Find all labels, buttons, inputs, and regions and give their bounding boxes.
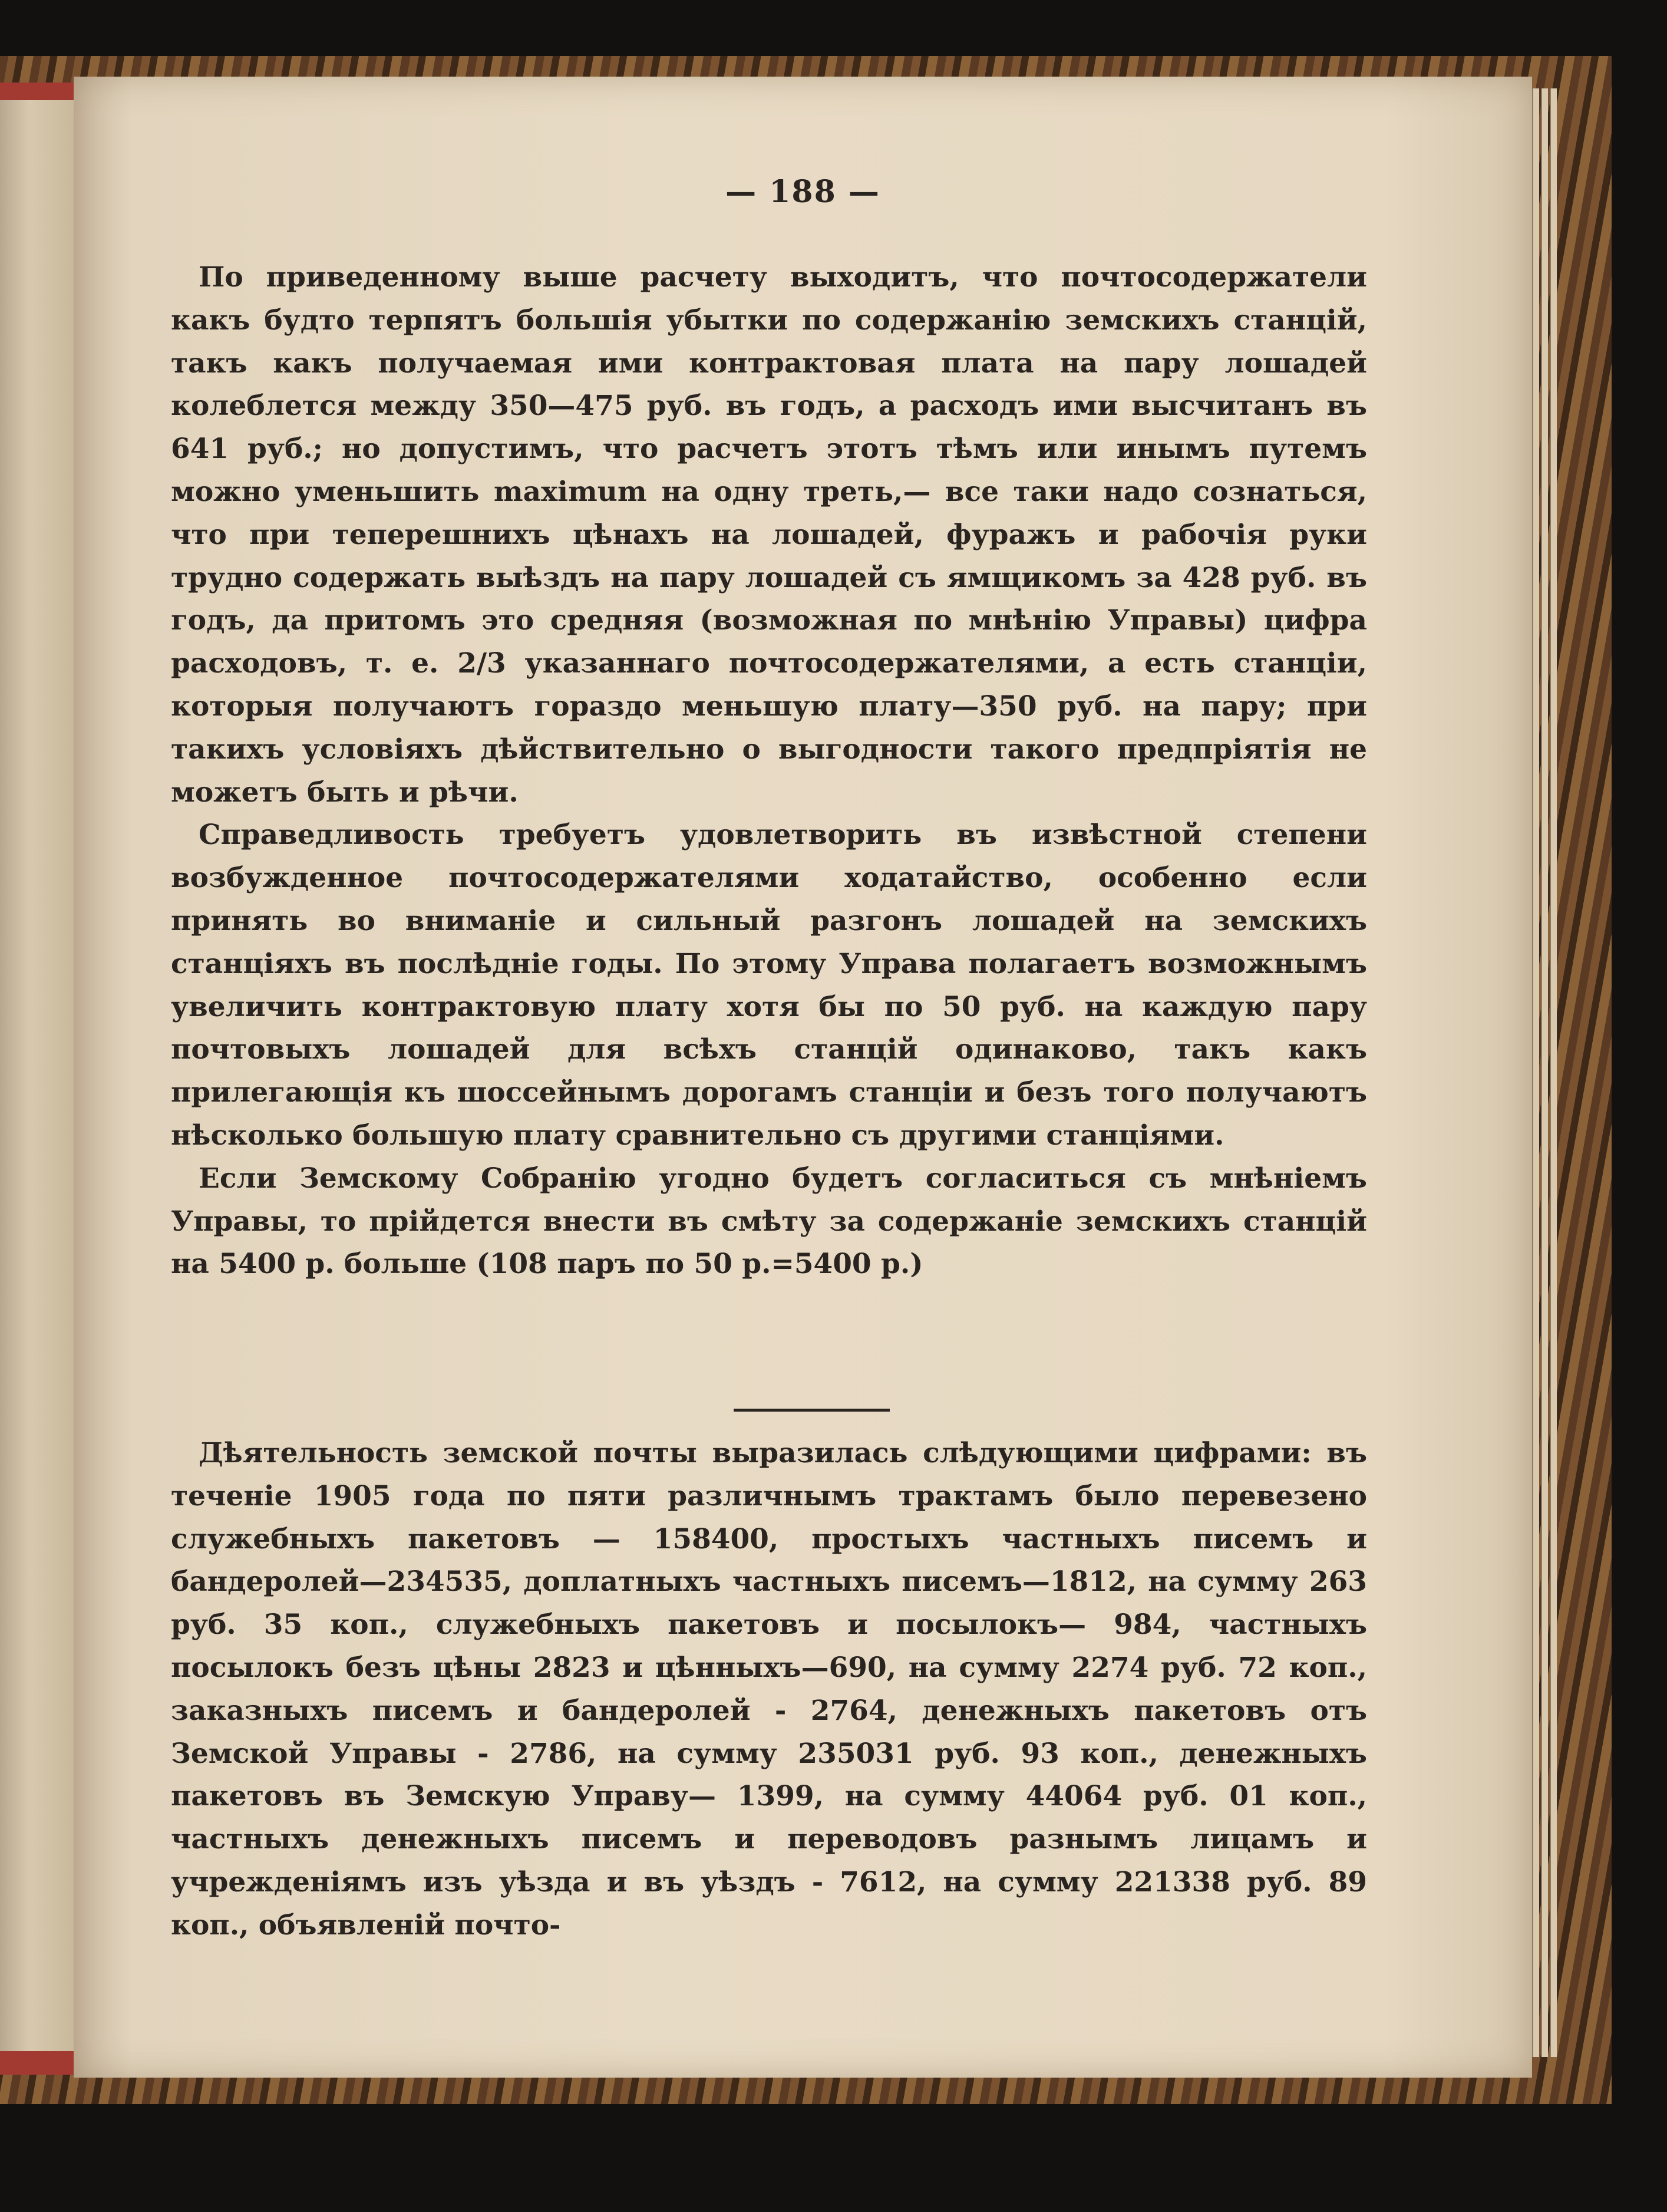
text-block-1 bbox=[171, 256, 1367, 1286]
left-page-edge bbox=[0, 88, 75, 2069]
page-edge bbox=[1532, 88, 1539, 2057]
spine-band-bottom bbox=[0, 2051, 80, 2075]
paragraph: Если Земскому Собранію угодно будетъ согласиться съ мнѣніемъ Управы, то прійдется внести въ смѣту за содержаніе земскихъ станцій на 5400 р. больше (108 паръ по 50 р.=5400 р.) bbox=[171, 1162, 1367, 1281]
page-number: — 188 — bbox=[725, 174, 880, 210]
paragraph: Справедливость требуетъ удовлетворить въ извѣстной степени возбужденное почтосодержателями ходатайство, особенно если принять во вниманіе и сильный разгонъ лошадей на земскихъ станціяхъ въ послѣдніе годы. По этому Управа полагаетъ возможнымъ увеличить контрактовую плату хотя бы по 50 руб. на каждую пару почтовыхъ лошадей для всѣхъ станцій одинаково, такъ какъ прилегающія къ шоссейнымъ дорогамъ станціи и безъ того получаютъ нѣсколько большую плату сравнительно съ другими станціями. bbox=[171, 819, 1367, 1152]
page-edge bbox=[1550, 88, 1557, 2057]
section-divider bbox=[734, 1409, 890, 1412]
paragraph: По приведенному выше расчету выходитъ, что почтосодержатели какъ будто терпятъ большія убытки по содержанію земскихъ станцій, такъ какъ получаемая ими контрактовая плата на пару лошадей колеблется между 350—475 руб. въ годъ, а расходъ ими высчитанъ въ 641 руб.; но допустимъ, что расчетъ этотъ тѣмъ или инымъ путемъ можно уменьшить maximum на одну треть,— все таки надо сознаться, что при теперешнихъ цѣнахъ на лошадей, фуражъ и рабочія руки трудно содержать выѣздъ на пару лошадей съ ямщикомъ за 428 руб. въ годъ, да притомъ это средняя (возможная по мнѣнію Управы) цифра расходовъ, т. е. 2/3 указаннаго почтосодержателями, а есть станціи, которыя получаютъ гораздо меньшую плату—350 руб. на пару; при такихъ условіяхъ дѣйствительно о выгодности такого предпріятія не можетъ быть и рѣчи. bbox=[171, 261, 1367, 809]
paragraph: Дѣятельность земской почты выразилась слѣдующими цифрами: въ теченіе 1905 года по пяти различнымъ трактамъ было перевезено служебныхъ пакетовъ — 158400, простыхъ частныхъ писемъ и бандеролей—234535, доплатныхъ частныхъ писемъ—1812, на сумму 263 руб. 35 коп., служебныхъ пакетовъ и посылокъ— 984, частныхъ посылокъ безъ цѣны 2823 и цѣнныхъ—690, на сумму 2274 руб. 72 коп., заказныхъ писемъ и бандеролей - 2764, денежныхъ пакетовъ отъ Земской Управы - 2786, на сумму 235031 руб. 93 коп., денежныхъ пакетовъ въ Земскую Управу— 1399, на сумму 44064 руб. 01 коп., частныхъ денежныхъ писемъ и переводовъ разнымъ лицамъ и учрежденіямъ изъ уѣзда и въ уѣздъ - 7612, на сумму 221338 руб. 89 коп., объявленій почто- bbox=[171, 1437, 1367, 1941]
page-edge bbox=[1541, 88, 1548, 2057]
text-block-2 bbox=[171, 1432, 1367, 1947]
spine-band-top bbox=[0, 83, 80, 100]
